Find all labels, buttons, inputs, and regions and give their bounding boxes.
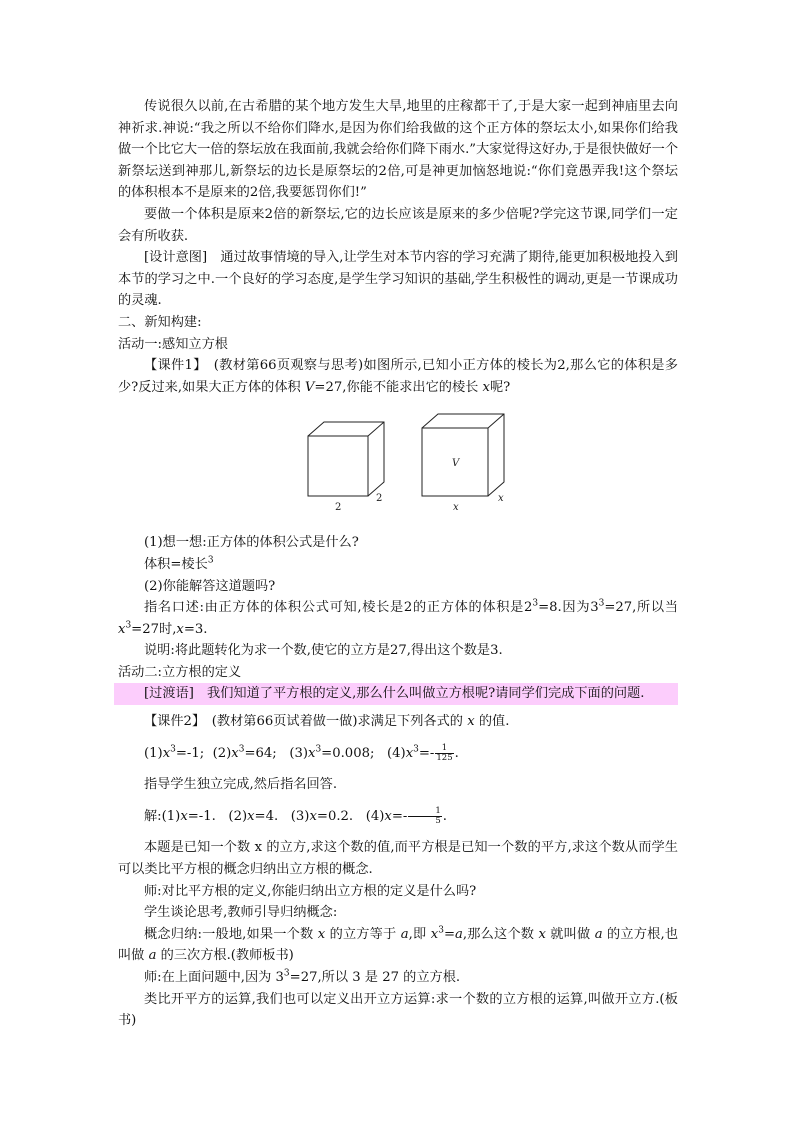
kejian1-text: =27,你能不能求出它的棱长 (314, 379, 483, 395)
teacher-question: 师:对比平方根的定义,你能归纳出立方根的定义是什么吗? (144, 883, 477, 899)
var-x: x (317, 926, 326, 942)
concept-text: 概念归纳:一般地,如果一个数 (144, 926, 318, 942)
kejian2-text: 的值. (474, 714, 510, 730)
big-cube-edge (488, 414, 504, 428)
big-cube-volume-label: V (452, 458, 460, 470)
guide-paragraph: 指导学生独立完成,然后指名回答. (144, 777, 338, 793)
concept-definition (118, 924, 678, 967)
oral-text: =8.因为3 (538, 600, 599, 616)
oral-text: =27时, (131, 621, 177, 637)
big-cube-back-edges (422, 414, 504, 496)
solution-2: =4. (254, 808, 279, 824)
kejian1-paragraph (118, 355, 678, 398)
body-paragraph: 本题是已知一个数 x 的立方,求这个数的值,而平方根是已知一个数的平方,求这个数从而学生可以类比平方根的概念归纳出立方根的概念. (118, 840, 678, 878)
fraction-denominator: 125 (436, 752, 453, 763)
kejian2-paragraph (118, 711, 678, 733)
exponent: 3 (207, 555, 214, 566)
concept-text: = (443, 926, 455, 942)
var-x: x (176, 621, 184, 637)
kejian2-label: 【课件2】 (144, 714, 199, 730)
var-x: x (231, 745, 239, 761)
fraction-numerator: 1 (435, 744, 453, 754)
var-x: x (247, 808, 255, 824)
var-x: x (467, 714, 475, 730)
cube-figure (118, 404, 678, 526)
kejian1-text: (教材第66页观察与思考)如图所示,已知小正方体的棱长为2,那么它的体积是多少?反过来,如果大正方体的体积 (118, 358, 678, 395)
solution-1: =-1. (187, 808, 216, 824)
var-x: x (308, 745, 316, 761)
question-paragraph: 要做一个体积是原来2倍的新祭坛,它的边长应该是原来的多少倍呢?学完这节课,同学们一定会有所收获. (118, 206, 678, 244)
exponent: 3 (438, 925, 444, 936)
can-answer-question: (2)你能解答这道题吗? (144, 578, 276, 594)
cube-diagram (302, 410, 516, 518)
solution-3-prefix: (3) (290, 808, 310, 824)
analogy-paragraph: 类比开平方的运算,我们也可以定义出开立方运算:求一个数的立方根的运算,叫做开立方.(板书) (118, 991, 678, 1029)
kejian2-text: (教材第66页试着做一做)求满足下列各式的 (198, 714, 468, 730)
var-x: x (309, 808, 317, 824)
section-heading: 二、新知构建: (118, 314, 202, 330)
story-paragraph: 传说很久以前,在古希腊的某个地方发生大旱,地里的庄稼都干了,于是大家一起到神庙里去向神祈求.神说:“我之所以不给你们降水,是因为你们给我做的这个正方体的祭坛太小,如果你们给我做一个比它大一倍的祭坛放在我面前,我就会给你们降下雨水.”大家觉得这好办,于是很快做好一个新祭坛送到神那儿,新祭坛的边长是原祭坛的2倍,可是神更加恼怒地说:“你们竟愚弄我!这个祭坛的体积根本不是原来的2倍,我要惩罚你们!” (118, 99, 679, 201)
var-a: a (455, 926, 463, 942)
equations-row (118, 743, 678, 765)
concept-text: 的立方根,也叫做 (118, 926, 679, 964)
eq-4-rest: =- (418, 745, 435, 761)
design-intent-paragraph: [设计意图] 通过故事情境的导入,让学生对本节内容的学习充满了期待,能更加积极地投入到本节的学习之中.一个良好的学习态度,是学生学习知识的基础,学生积极性的调动,更是一节课成功的灵魂. (118, 250, 678, 309)
exponent: 3 (532, 598, 539, 609)
big-cube-bottom-label: x (453, 502, 459, 514)
transition-highlight: [过渡语] 我们知道了平方根的定义,那么什么叫做立方根呢?请同学们完成下面的问题. (114, 683, 678, 705)
concept-text: ,即 (408, 926, 431, 942)
small-cube-front-face (308, 436, 368, 496)
small-cube-back-edges (308, 422, 384, 496)
volume-formula (118, 554, 678, 576)
concept-text: 的立方等于 (325, 926, 401, 942)
solution-2-prefix: (2) (228, 808, 248, 824)
exponent: 3 (238, 744, 245, 755)
teacher-example-text: =27,所以 3 是 27 的立方根. (289, 970, 461, 985)
exponent: 3 (413, 744, 419, 755)
var-x: x (118, 621, 126, 637)
var-a: a (400, 926, 409, 942)
document-body (118, 96, 678, 1032)
solution-4-end: . (442, 808, 447, 824)
var-x: x (538, 926, 546, 942)
fraction-numerator: 1 (408, 807, 441, 817)
solution-4-prefix: (4) (365, 808, 385, 824)
var-a: a (148, 948, 157, 964)
activity-one-heading: 活动一:感知立方根 (118, 336, 228, 352)
fraction (408, 807, 441, 826)
kejian1-label: 【课件1】 (144, 358, 201, 374)
teacher-example (118, 967, 678, 989)
eq-3-prefix: (3) (289, 745, 308, 761)
eq-2-prefix: (2) (212, 745, 232, 761)
small-cube-edge (368, 422, 384, 436)
student-discussion: 学生谈论思考,教师引导归纳概念: (144, 905, 338, 921)
exponent: 3 (598, 598, 605, 609)
oral-text: =27,所以当 (604, 600, 678, 616)
var-x: x (430, 926, 439, 942)
var-x: x (482, 379, 490, 395)
oral-text: =3. (183, 621, 208, 637)
solution-3: =0.2. (316, 808, 354, 824)
var-v: V (304, 379, 315, 395)
fraction (435, 744, 453, 763)
oral-answer-paragraph (118, 597, 678, 640)
exponent: 3 (125, 620, 132, 631)
activity-two-heading: 活动二:立方根的定义 (118, 664, 242, 680)
exponent: 3 (283, 968, 290, 979)
var-x: x (384, 808, 392, 824)
eq-1-prefix: (1) (144, 745, 163, 761)
solution-prefix: 解:(1) (144, 808, 181, 824)
volume-formula-text: 体积=棱长 (144, 556, 208, 572)
eq-4-prefix: (4) (387, 745, 406, 761)
exponent: 3 (170, 744, 176, 755)
eq-2-rest: =64; (244, 745, 277, 761)
eq-3-rest: =0.008; (321, 745, 375, 761)
think-question: (1)想一想:正方体的体积公式是什么? (144, 535, 359, 551)
concept-text: ,那么这个数 (462, 926, 539, 942)
solution-4: =- (391, 808, 408, 824)
eq-4-end: . (454, 745, 459, 761)
var-a: a (594, 926, 603, 942)
eq-1-rest: =-1; (175, 745, 205, 761)
oral-text: 指名口述:由正方体的体积公式可知,棱长是2的正方体的体积是2 (144, 600, 533, 616)
explain-paragraph: 说明:将此题转化为求一个数,使它的立方是27,得出这个数是3. (144, 643, 503, 659)
fraction-denominator: 5 (435, 815, 441, 826)
concept-text: 就叫做 (545, 926, 595, 942)
var-x: x (405, 745, 414, 761)
concept-text: 的三次方根.(教师板书) (156, 948, 294, 964)
small-cube-bottom-label: 2 (335, 502, 342, 514)
teacher-example-text: 师:在上面问题中,因为 3 (144, 970, 284, 985)
var-x: x (180, 808, 188, 824)
big-cube-side-label: x (498, 493, 504, 505)
kejian1-text: 呢? (489, 379, 511, 395)
var-x: x (162, 745, 171, 761)
exponent: 3 (315, 744, 322, 755)
solution-row (118, 806, 678, 828)
small-cube-side-label: 2 (376, 493, 383, 505)
